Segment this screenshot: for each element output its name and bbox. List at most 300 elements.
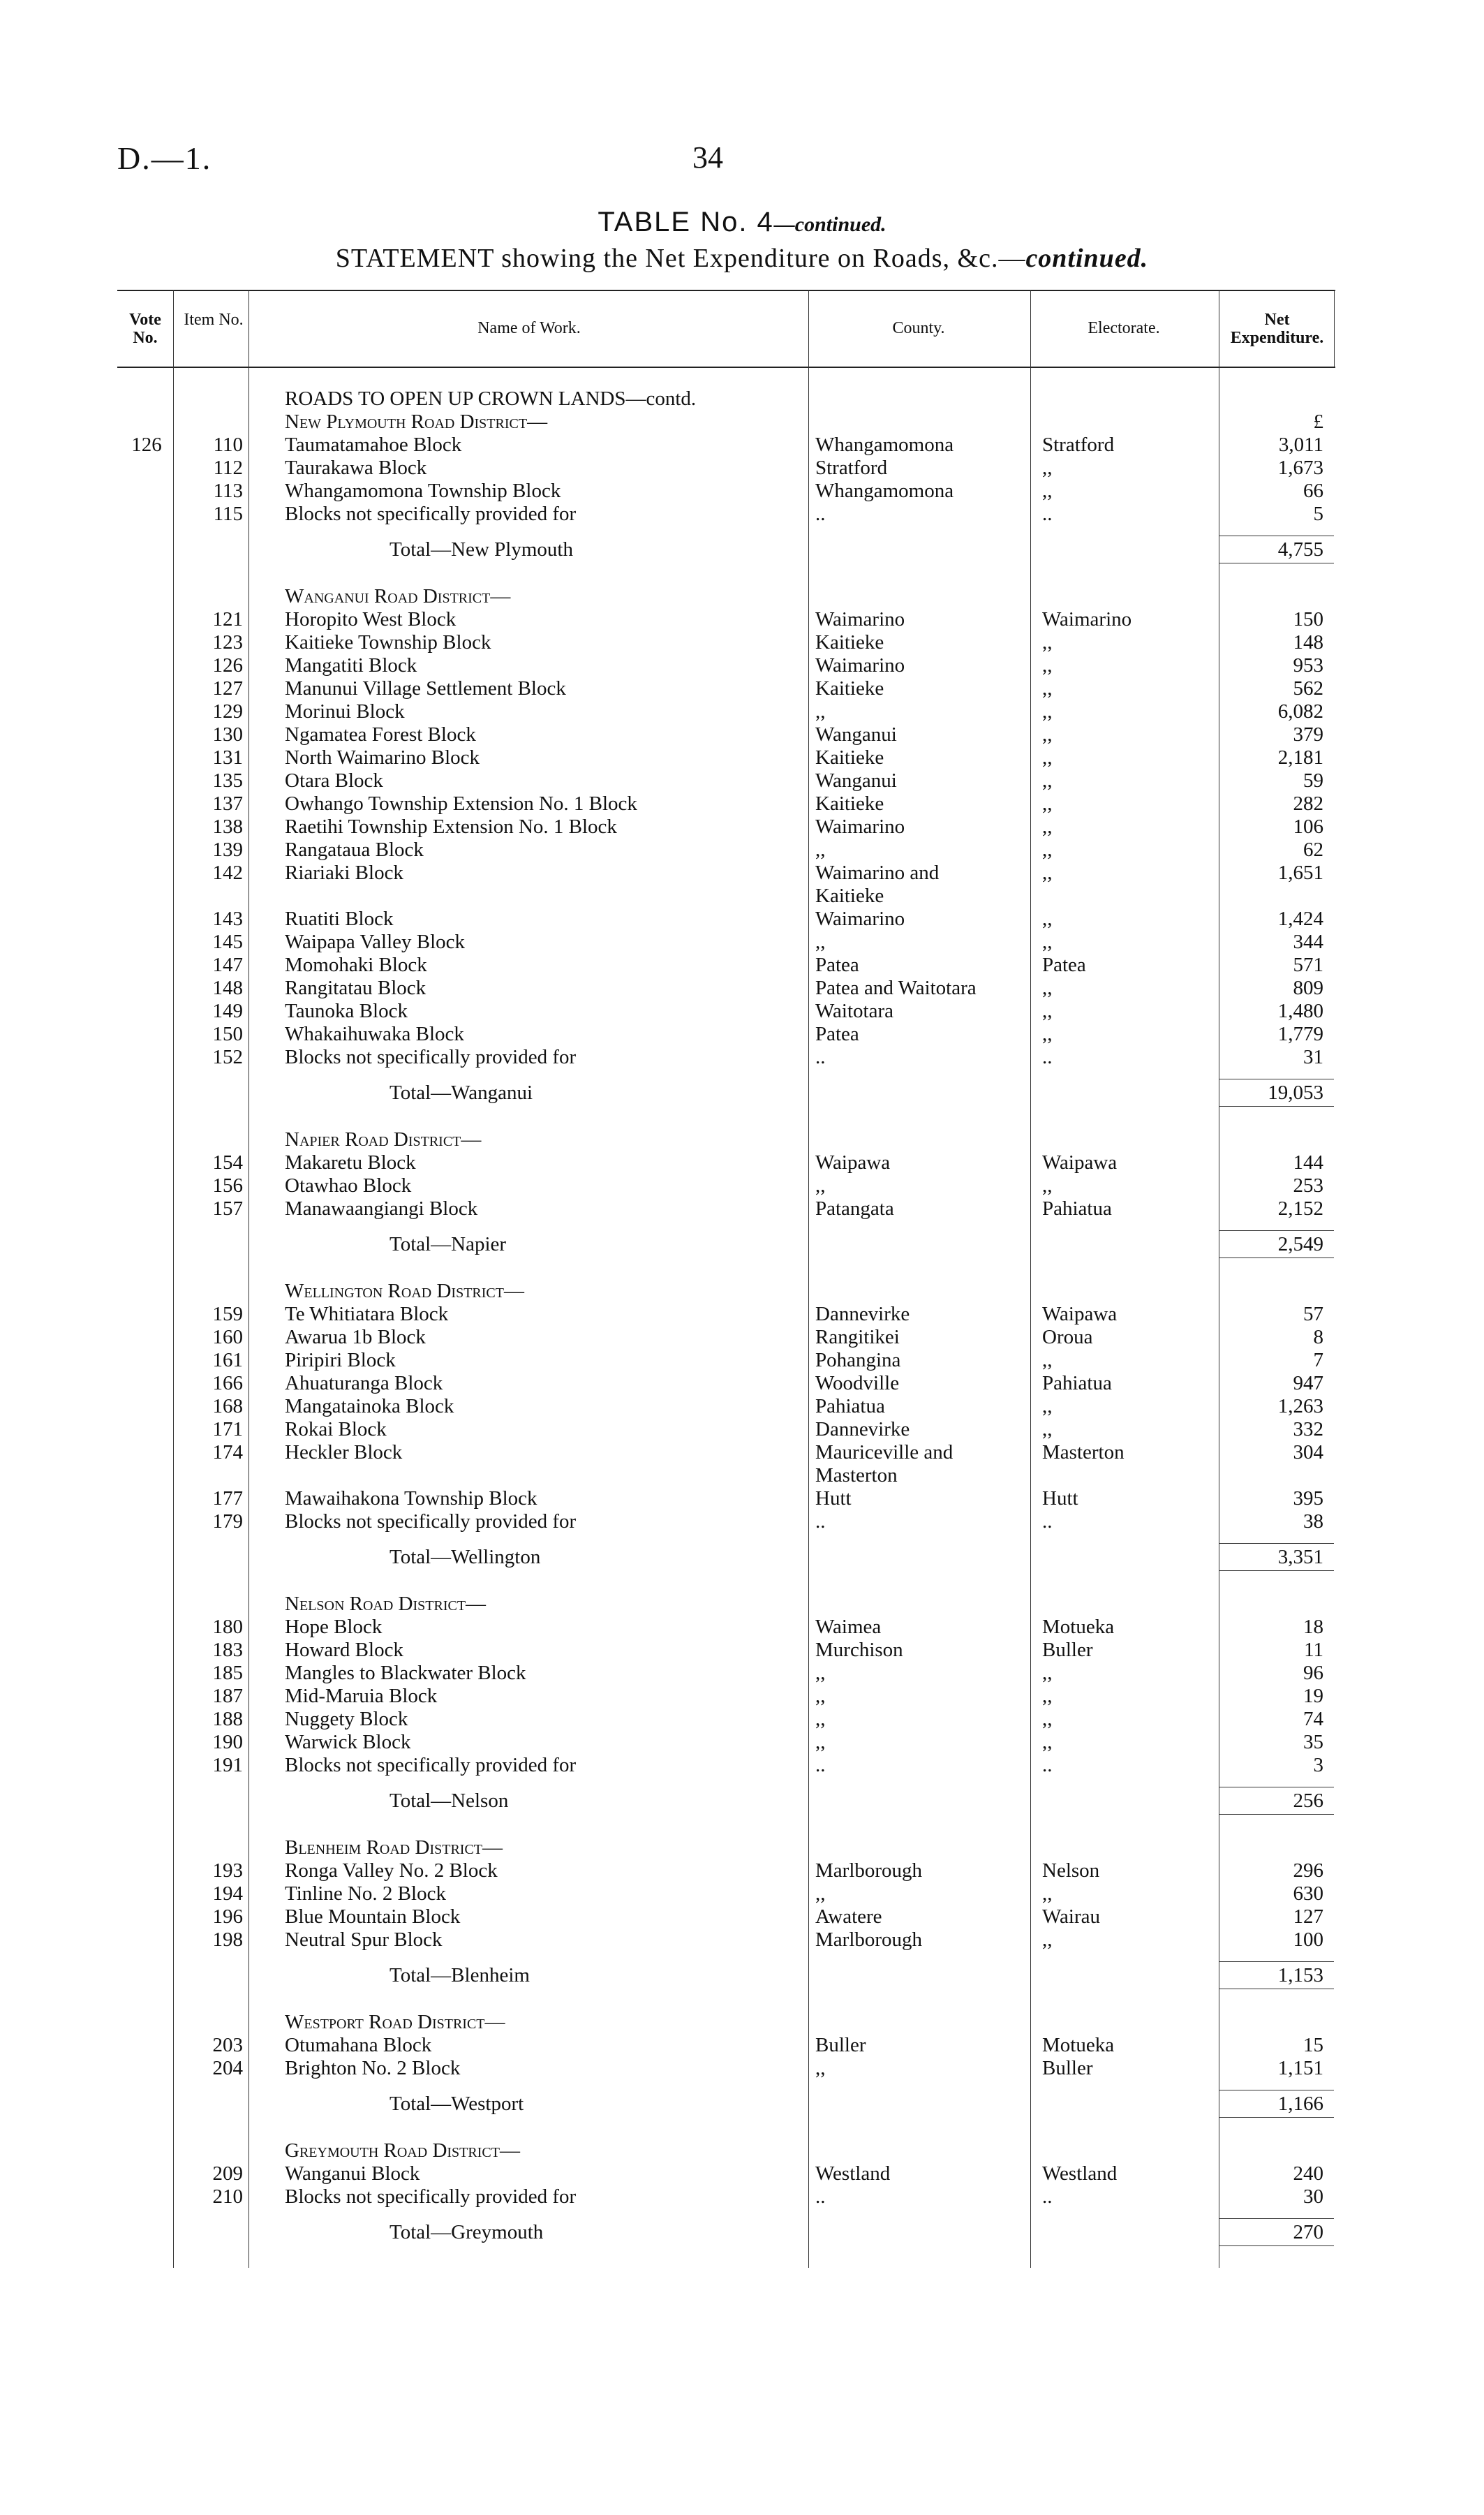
page-header-left: D.—1.	[117, 140, 212, 176]
work-name: Te Whitiatara Block	[285, 1303, 449, 1325]
table-row	[117, 1685, 1335, 1708]
table-row	[117, 1928, 1335, 1952]
table-row	[117, 908, 1335, 931]
table-row	[117, 862, 1335, 885]
total-value: 1,166	[1277, 2093, 1323, 2115]
electorate: ,,	[1042, 1685, 1053, 1707]
currency-symbol: £	[1313, 411, 1323, 433]
work-name: Blocks not specifically provided for	[285, 2185, 577, 2208]
vote-no: 126	[131, 434, 162, 456]
total-rule-top	[1219, 1230, 1334, 1231]
county: Waimarino and	[815, 862, 940, 884]
district-name: Napier Road District—	[285, 1128, 482, 1151]
table-row	[117, 977, 1335, 1000]
column-rule	[173, 290, 174, 2268]
county: Patea	[815, 954, 859, 976]
net-expenditure: 15	[1303, 2034, 1323, 2056]
table-row	[117, 480, 1335, 503]
work-name: Mangatiti Block	[285, 654, 417, 677]
item-no: 152	[212, 1046, 243, 1068]
table-subtitle	[0, 243, 1484, 274]
total-rule-top	[1219, 1543, 1334, 1544]
table-row	[117, 1303, 1335, 1326]
total-label: Total—Westport	[389, 2093, 524, 2115]
net-expenditure: 562	[1293, 677, 1323, 700]
work-name: Kaitieke Township Block	[285, 631, 491, 654]
district-name: Wellington Road District—	[285, 1280, 524, 1302]
work-name: Awarua 1b Block	[285, 1326, 426, 1348]
net-expenditure: 106	[1293, 816, 1323, 838]
county: Marlborough	[815, 1859, 923, 1882]
item-no: 149	[212, 1000, 243, 1022]
total-rule-bottom	[1219, 1814, 1334, 1815]
electorate: ,,	[1042, 746, 1053, 769]
item-no: 185	[212, 1662, 243, 1684]
work-name: Hope Block	[285, 1616, 383, 1638]
item-no: 198	[212, 1928, 243, 1951]
electorate: ,,	[1042, 1708, 1053, 1730]
county: ..	[815, 503, 826, 525]
electorate: ,,	[1042, 1928, 1053, 1951]
electorate: ,,	[1042, 700, 1053, 723]
county: Kaitieke	[815, 746, 884, 769]
work-name: Whangamomona Township Block	[285, 480, 561, 502]
work-name: Neutral Spur Block	[285, 1928, 443, 1951]
total-value: 256	[1293, 1790, 1323, 1812]
district-heading	[117, 2011, 1335, 2034]
district-name: Greymouth Road District—	[285, 2139, 520, 2162]
net-expenditure: 296	[1293, 1859, 1323, 1882]
total-row	[117, 538, 1335, 561]
net-expenditure: 253	[1293, 1174, 1323, 1197]
work-name: North Waimarino Block	[285, 746, 480, 769]
table-row	[117, 1708, 1335, 1731]
electorate: Pahiatua	[1042, 1372, 1112, 1394]
total-rule-bottom	[1219, 1570, 1334, 1571]
work-name: Taurakawa Block	[285, 457, 427, 479]
work-name: Mangatainoka Block	[285, 1395, 454, 1417]
work-name: Mid-Maruia Block	[285, 1685, 438, 1707]
net-expenditure: 31	[1303, 1046, 1323, 1068]
county: ,,	[815, 2057, 826, 2079]
electorate: ..	[1042, 2185, 1053, 2208]
work-name: Piripiri Block	[285, 1349, 396, 1371]
district-heading	[117, 585, 1335, 608]
work-name: Rokai Block	[285, 1418, 387, 1440]
county: Awatere	[815, 1905, 882, 1928]
net-expenditure: 395	[1293, 1487, 1323, 1510]
col-header-vote: Vote No.	[129, 311, 161, 347]
work-name: Otara Block	[285, 769, 383, 792]
table-row	[117, 746, 1335, 769]
net-expenditure: 809	[1293, 977, 1323, 999]
county: Dannevirke	[815, 1418, 910, 1440]
net-expenditure: 1,151	[1277, 2057, 1323, 2079]
electorate: ,,	[1042, 631, 1053, 654]
net-expenditure: 150	[1293, 608, 1323, 630]
work-name: Nuggety Block	[285, 1708, 408, 1730]
net-expenditure: 30	[1303, 2185, 1323, 2208]
electorate: ,,	[1042, 1349, 1053, 1371]
item-no: 194	[212, 1882, 243, 1905]
net-expenditure: 282	[1293, 792, 1323, 815]
electorate: ,,	[1042, 457, 1053, 479]
work-name: Tinline No. 2 Block	[285, 1882, 446, 1905]
work-name: Waipapa Valley Block	[285, 931, 466, 953]
table-title-suffix: —continued.	[773, 213, 886, 236]
total-label: Total—Blenheim	[389, 1964, 530, 1986]
county: Mauriceville and	[815, 1441, 954, 1463]
total-row	[117, 2093, 1335, 2116]
district-heading	[117, 2139, 1335, 2162]
column-rule	[808, 290, 809, 2268]
county: Murchison	[815, 1639, 903, 1661]
item-no: 142	[212, 862, 243, 884]
electorate: Buller	[1042, 1639, 1093, 1661]
electorate: ..	[1042, 1510, 1053, 1533]
net-expenditure: 344	[1293, 931, 1323, 953]
work-name: Otawhao Block	[285, 1174, 412, 1197]
item-no: 204	[212, 2057, 243, 2079]
item-no: 157	[212, 1197, 243, 1220]
item-no: 121	[212, 608, 243, 630]
net-expenditure: 571	[1293, 954, 1323, 976]
electorate: ,,	[1042, 723, 1053, 746]
total-value: 2,549	[1277, 1233, 1323, 1255]
item-no: 150	[212, 1023, 243, 1045]
county: Waimarino	[815, 816, 905, 838]
total-rule-bottom	[1219, 2117, 1334, 2118]
county: ,,	[815, 1174, 826, 1197]
item-no: 129	[212, 700, 243, 723]
section-title-text: ROADS TO OPEN UP CROWN LANDS—contd.	[285, 388, 697, 410]
electorate: Stratford	[1042, 434, 1115, 456]
table-row	[117, 1616, 1335, 1639]
county: Whangamomona	[815, 480, 954, 502]
work-name: Morinui Block	[285, 700, 405, 723]
county: Marlborough	[815, 1928, 923, 1951]
electorate: ,,	[1042, 1023, 1053, 1045]
electorate: ,,	[1042, 1418, 1053, 1440]
item-no: 174	[212, 1441, 243, 1463]
electorate: ,,	[1042, 931, 1053, 953]
district-heading	[117, 1128, 1335, 1151]
work-name: Warwick Block	[285, 1731, 411, 1753]
county: ,,	[815, 1708, 826, 1730]
table-title	[0, 207, 1484, 238]
item-no: 160	[212, 1326, 243, 1348]
electorate: ,,	[1042, 862, 1053, 884]
work-name: Raetihi Township Extension No. 1 Block	[285, 816, 617, 838]
electorate: ,,	[1042, 1395, 1053, 1417]
work-name: Rangitatau Block	[285, 977, 426, 999]
total-row	[117, 1233, 1335, 1256]
net-expenditure: 148	[1293, 631, 1323, 654]
total-value: 19,053	[1268, 1082, 1323, 1104]
net-expenditure: 5	[1313, 503, 1323, 525]
table-row	[117, 931, 1335, 954]
district-heading	[117, 411, 1335, 434]
col-header-name: Name of Work.	[477, 319, 581, 337]
net-expenditure: 66	[1303, 480, 1323, 502]
electorate: Waimarino	[1042, 608, 1132, 630]
total-value: 1,153	[1277, 1964, 1323, 1986]
item-no: 110	[213, 434, 243, 456]
net-expenditure: 1,424	[1277, 908, 1323, 930]
table-row	[117, 1882, 1335, 1905]
item-no: 166	[212, 1372, 243, 1394]
district-name: Nelson Road District—	[285, 1593, 487, 1615]
county-continued: Masterton	[815, 1464, 898, 1487]
electorate: ,,	[1042, 654, 1053, 677]
table-row	[117, 1731, 1335, 1754]
table-row	[117, 1023, 1335, 1046]
item-no: 145	[212, 931, 243, 953]
district-name: New Plymouth Road District—	[285, 411, 548, 433]
col-header-item: Item No.	[184, 311, 244, 329]
page-number: 34	[692, 140, 723, 175]
district-heading	[117, 1593, 1335, 1616]
item-no: 126	[212, 654, 243, 677]
item-no: 180	[212, 1616, 243, 1638]
net-expenditure: 240	[1293, 2162, 1323, 2185]
table-row	[117, 839, 1335, 862]
work-name: Horopito West Block	[285, 608, 457, 630]
table-row	[117, 1754, 1335, 1777]
work-name: Taumatamahoe Block	[285, 434, 462, 456]
county: Waimarino	[815, 908, 905, 930]
net-expenditure: 7	[1313, 1349, 1323, 1371]
work-name: Momohaki Block	[285, 954, 427, 976]
table-row	[117, 954, 1335, 977]
county: Stratford	[815, 457, 888, 479]
total-rule-top	[1219, 1961, 1334, 1962]
item-no: 131	[212, 746, 243, 769]
item-no: 115	[213, 503, 243, 525]
electorate: ,,	[1042, 1662, 1053, 1684]
total-rule-bottom	[1219, 1106, 1334, 1107]
county: Westland	[815, 2162, 891, 2185]
county: Pahiatua	[815, 1395, 885, 1417]
work-name: Owhango Township Extension No. 1 Block	[285, 792, 637, 815]
table-row	[117, 654, 1335, 677]
county: Waimea	[815, 1616, 882, 1638]
total-row	[117, 1082, 1335, 1105]
net-expenditure: 1,779	[1277, 1023, 1323, 1045]
work-name: Ronga Valley No. 2 Block	[285, 1859, 498, 1882]
item-no: 148	[212, 977, 243, 999]
item-no: 190	[212, 1731, 243, 1753]
item-no: 203	[212, 2034, 243, 2056]
electorate: ..	[1042, 503, 1053, 525]
county: Patea	[815, 1023, 859, 1045]
district-name: Westport Road District—	[285, 2011, 505, 2033]
table-row	[117, 1372, 1335, 1395]
county: Kaitieke	[815, 631, 884, 654]
total-label: Total—Wellington	[389, 1546, 541, 1568]
total-label: Total—Greymouth	[389, 2221, 544, 2243]
table-subtitle-suffix: continued.	[1025, 244, 1149, 273]
electorate: ,,	[1042, 1000, 1053, 1022]
net-expenditure: 1,673	[1277, 457, 1323, 479]
table-row	[117, 457, 1335, 480]
item-no: 147	[212, 954, 243, 976]
total-label: Total—Wanganui	[389, 1082, 533, 1104]
table-row	[117, 503, 1335, 526]
work-name: Manawaangiangi Block	[285, 1197, 478, 1220]
electorate: ,,	[1042, 977, 1053, 999]
county: Buller	[815, 2034, 866, 2056]
item-no: 179	[212, 1510, 243, 1533]
work-name: Blocks not specifically provided for	[285, 503, 577, 525]
col-header-electorate: Electorate.	[1088, 319, 1160, 337]
table-row	[117, 1510, 1335, 1533]
net-expenditure: 100	[1293, 1928, 1323, 1951]
table-row	[117, 1662, 1335, 1685]
electorate: ,,	[1042, 769, 1053, 792]
net-expenditure: 19	[1303, 1685, 1323, 1707]
item-no: 171	[212, 1418, 243, 1440]
work-name: Wanganui Block	[285, 2162, 420, 2185]
work-name: Ruatiti Block	[285, 908, 394, 930]
work-name: Ahuaturanga Block	[285, 1372, 443, 1394]
item-no: 196	[212, 1905, 243, 1928]
electorate: Hutt	[1042, 1487, 1078, 1510]
item-no: 138	[212, 816, 243, 838]
item-no: 210	[212, 2185, 243, 2208]
electorate: Westland	[1042, 2162, 1118, 2185]
net-expenditure: 379	[1293, 723, 1323, 746]
table-row-continuation	[117, 885, 1335, 908]
county: ,,	[815, 839, 826, 861]
electorate: ..	[1042, 1754, 1053, 1776]
net-expenditure: 332	[1293, 1418, 1323, 1440]
table-row	[117, 608, 1335, 631]
net-expenditure: 6,082	[1277, 700, 1323, 723]
electorate: ,,	[1042, 1731, 1053, 1753]
item-no: 135	[212, 769, 243, 792]
county: Wanganui	[815, 723, 897, 746]
net-expenditure: 35	[1303, 1731, 1323, 1753]
item-no: 154	[212, 1151, 243, 1174]
net-expenditure: 304	[1293, 1441, 1323, 1463]
item-no: 188	[212, 1708, 243, 1730]
electorate: ,,	[1042, 1174, 1053, 1197]
electorate: Nelson	[1042, 1859, 1100, 1882]
item-no: 161	[212, 1349, 243, 1371]
total-row	[117, 1964, 1335, 1987]
net-expenditure: 947	[1293, 1372, 1323, 1394]
work-name: Mawaihakona Township Block	[285, 1487, 537, 1510]
county: Waitotara	[815, 1000, 893, 1022]
county: ,,	[815, 1685, 826, 1707]
net-expenditure: 18	[1303, 1616, 1323, 1638]
county: Woodville	[815, 1372, 900, 1394]
table-row-continuation	[117, 1464, 1335, 1487]
item-no: 209	[212, 2162, 243, 2185]
table-row	[117, 1395, 1335, 1418]
item-no: 168	[212, 1395, 243, 1417]
county: Whangamomona	[815, 434, 954, 456]
item-no: 123	[212, 631, 243, 654]
total-row	[117, 1790, 1335, 1813]
total-value: 270	[1293, 2221, 1323, 2243]
county: ,,	[815, 1731, 826, 1753]
work-name: Heckler Block	[285, 1441, 403, 1463]
table-row	[117, 631, 1335, 654]
work-name: Blocks not specifically provided for	[285, 1754, 577, 1776]
work-name: Mangles to Blackwater Block	[285, 1662, 526, 1684]
table-row	[117, 1441, 1335, 1464]
county: Patea and Waitotara	[815, 977, 977, 999]
table-row	[117, 1418, 1335, 1441]
table-row	[117, 1905, 1335, 1928]
work-name: Blue Mountain Block	[285, 1905, 461, 1928]
work-name: Taunoka Block	[285, 1000, 408, 1022]
net-expenditure: 8	[1313, 1326, 1323, 1348]
table-row	[117, 700, 1335, 723]
total-rule-top	[1219, 2218, 1334, 2219]
net-expenditure: 11	[1304, 1639, 1323, 1661]
county: Waipawa	[815, 1151, 891, 1174]
table-row	[117, 2162, 1335, 2185]
table-row	[117, 1046, 1335, 1069]
total-label: Total—Nelson	[389, 1790, 509, 1812]
section-title	[117, 388, 1335, 411]
item-no: 193	[212, 1859, 243, 1882]
column-rule	[248, 290, 249, 2268]
net-expenditure: 2,181	[1277, 746, 1323, 769]
net-expenditure: 59	[1303, 769, 1323, 792]
table-row	[117, 769, 1335, 792]
work-name: Blocks not specifically provided for	[285, 1046, 577, 1068]
table-row	[117, 1000, 1335, 1023]
work-name: Howard Block	[285, 1639, 403, 1661]
electorate: Waipawa	[1042, 1303, 1118, 1325]
table-row	[117, 1174, 1335, 1197]
item-no: 156	[212, 1174, 243, 1197]
net-expenditure: 630	[1293, 1882, 1323, 1905]
county: Wanganui	[815, 769, 897, 792]
net-expenditure: 127	[1293, 1905, 1323, 1928]
item-no: 139	[212, 839, 243, 861]
column-rule-right	[1334, 290, 1335, 367]
electorate: ,,	[1042, 1882, 1053, 1905]
net-expenditure: 2,152	[1277, 1197, 1323, 1220]
county: Patangata	[815, 1197, 894, 1220]
work-name: Otumahana Block	[285, 2034, 432, 2056]
net-expenditure: 1,263	[1277, 1395, 1323, 1417]
county: Pohangina	[815, 1349, 901, 1371]
column-rule	[1030, 290, 1031, 2268]
district-name: Blenheim Road District—	[285, 1836, 503, 1859]
table-row	[117, 1326, 1335, 1349]
electorate: Patea	[1042, 954, 1086, 976]
table-row	[117, 792, 1335, 816]
net-expenditure: 144	[1293, 1151, 1323, 1174]
county: ..	[815, 1754, 826, 1776]
work-name: Makaretu Block	[285, 1151, 416, 1174]
total-label: Total—Napier	[389, 1233, 507, 1255]
work-name: Riariaki Block	[285, 862, 403, 884]
net-expenditure: 62	[1303, 839, 1323, 861]
county: Waimarino	[815, 608, 905, 630]
district-heading	[117, 1280, 1335, 1303]
item-no: 137	[212, 792, 243, 815]
table-row	[117, 1639, 1335, 1662]
table-row	[117, 434, 1335, 457]
county: Hutt	[815, 1487, 852, 1510]
